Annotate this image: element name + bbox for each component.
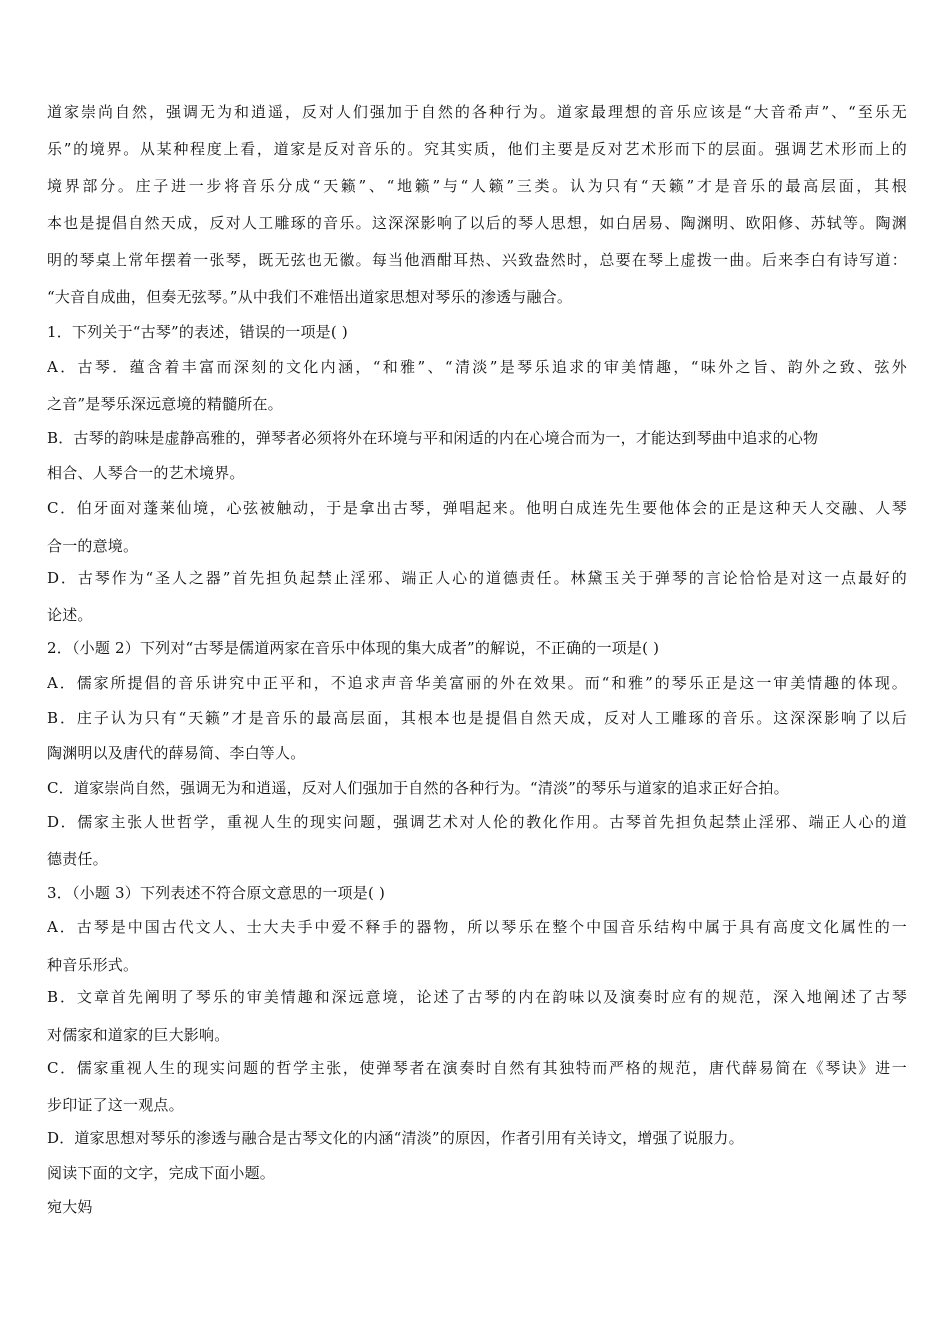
passage-line: 明的琴桌上常年摆着一张琴，既无弦也无徽。每当他酒酣耳热、兴致盎然时，总要在琴上虚拨一曲。后来李白有诗写道： — [47, 251, 907, 269]
article-title: 宛大妈 — [47, 1198, 93, 1216]
option-line: A．古琴是中国古代文人、士大夫手中爱不释手的器物，所以琴乐在整个中国音乐结构中属于具有高度文化属性的一 — [47, 918, 907, 936]
option-line: 相合、人琴合一的艺术境界。 — [47, 464, 245, 482]
option-line: A．儒家所提倡的音乐讲究中正平和，不追求声音华美富丽的外在效果。而“和雅”的琴乐正是这一审美情趣的体现。 — [47, 674, 907, 692]
option-line: 论述。 — [47, 606, 93, 624]
option-line: 对儒家和道家的巨大影响。 — [47, 1026, 230, 1044]
option-line: 步印证了这一观点。 — [47, 1096, 184, 1114]
option-line: D．儒家主张人世哲学，重视人生的现实问题，强调艺术对人伦的教化作用。古琴首先担负起禁止淫邪、端正人心的道 — [47, 813, 907, 831]
question-stem: 3．（小题 3）下列表述不符合原文意思的一项是( ) — [47, 884, 386, 902]
option-line: D．道家思想对琴乐的渗透与融合是古琴文化的内涵“清淡”的原因，作者引用有关诗文，增强了说服力。 — [47, 1129, 744, 1147]
passage-line: 本也是提倡自然天成，反对人工雕琢的音乐。这深深影响了以后的琴人思想，如白居易、陶渊明、欧阳修、苏轼等。陶渊 — [47, 214, 907, 232]
option-line: C．伯牙面对蓬莱仙境，心弦被触动，于是拿出古琴，弹唱起来。他明白成连先生要他体会的正是这种天人交融、人琴 — [47, 499, 907, 517]
option-line: D．古琴作为“圣人之器”首先担负起禁止淫邪、端正人心的道德责任。林黛玉关于弹琴的言论恰恰是对这一点最好的 — [47, 569, 907, 587]
question-stem: 2．（小题 2）下列对“古琴是儒道两家在音乐中体现的集大成者”的解说，不正确的一项是( ) — [47, 639, 660, 657]
option-line: B．文章首先阐明了琴乐的审美情趣和深远意境，论述了古琴的内在韵味以及演奏时应有的规范，深入地阐述了古琴 — [47, 988, 907, 1006]
reading-instruction: 阅读下面的文字，完成下面小题。 — [47, 1164, 276, 1182]
option-line: 陶渊明以及唐代的薛易简、李白等人。 — [47, 744, 306, 762]
option-line: A．古琴．蕴含着丰富而深刻的文化内涵，“和雅”、“清淡”是琴乐追求的审美情趣，“味外之旨、韵外之致、弦外 — [47, 358, 907, 376]
passage-line: 境界部分。庄子进一步将音乐分成“天籁”、“地籁”与“人籁”三类。认为只有“天籁”才是音乐的最高层面，其根 — [47, 177, 907, 195]
option-line: C．儒家重视人生的现实问题的哲学主张，使弹琴者在演奏时自然有其独特而严格的规范，唐代薛易简在《琴诀》进一 — [47, 1059, 907, 1077]
passage-line: 道家崇尚自然，强调无为和逍遥，反对人们强加于自然的各种行为。道家最理想的音乐应该是“大音希声”、“至乐无 — [47, 103, 907, 121]
option-line: B．庄子认为只有“天籁”才是音乐的最高层面，其根本也是提倡自然天成，反对人工雕琢的音乐。这深深影响了以后 — [47, 709, 907, 727]
option-line: B．古琴的韵味是虚静高雅的，弹琴者必须将外在环境与平和闲适的内在心境合而为一，才能达到琴曲中追求的心物 — [47, 429, 819, 447]
option-line: 德责任。 — [47, 850, 108, 868]
question-stem: 1．下列关于“古琴”的表述，错误的一项是( ) — [47, 323, 348, 341]
option-line: 之音”是琴乐深远意境的精髓所在。 — [47, 395, 283, 413]
option-line: 合一的意境。 — [47, 537, 139, 555]
option-line: 种音乐形式。 — [47, 956, 139, 974]
passage-line: “大音自成曲，但奏无弦琴。”从中我们不难悟出道家思想对琴乐的渗透与融合。 — [47, 288, 573, 306]
option-line: C．道家崇尚自然，强调无为和逍遥，反对人们强加于自然的各种行为。“清淡”的琴乐与道家的追求正好合拍。 — [47, 779, 789, 797]
passage-line: 乐”的境界。从某种程度上看，道家是反对音乐的。究其实质，他们主要是反对艺术形而下的层面。强调艺术形而上的 — [47, 140, 907, 158]
